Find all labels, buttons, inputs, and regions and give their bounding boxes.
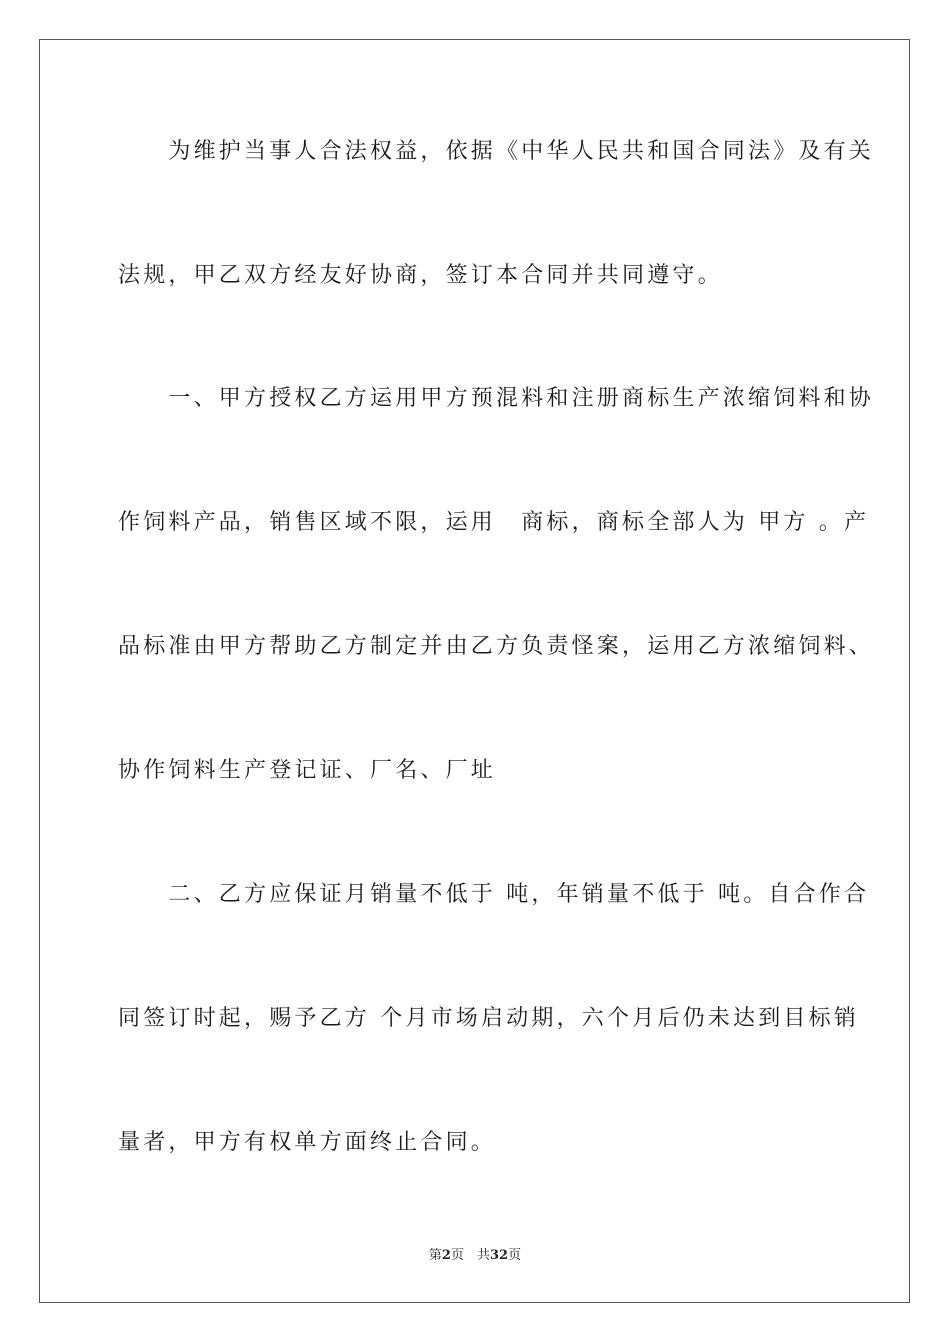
body-line: 法规，甲乙双方经友好协商，签订本合同并共同遵守。	[118, 263, 723, 288]
page-border	[39, 39, 910, 1303]
footer-page-suffix: 页	[508, 1248, 522, 1263]
body-line: 二、乙方应保证月销量不低于 吨，年销量不低于 吨。自合作合	[118, 882, 870, 907]
body-line: 为维护当事人合法权益，依据《中华人民共和国合同法》及有关	[118, 139, 875, 164]
footer-page-mid: 页 共	[450, 1248, 490, 1263]
body-line: 同签订时起，赐予乙方 个月市场启动期，六个月后仍未达到目标销	[118, 1006, 859, 1031]
footer-total-pages: 32	[489, 1248, 509, 1263]
footer-page-number: 2	[441, 1248, 451, 1263]
body-line: 协作饲料生产登记证、厂名、厂址	[118, 758, 497, 783]
body-line: 量者，甲方有权单方面终止合同。	[118, 1130, 497, 1155]
body-line: 作饲料产品，销售区域不限，运用 商标，商标全部人为 甲方 。产	[118, 510, 870, 535]
footer-page-prefix: 第	[428, 1248, 442, 1263]
page-footer	[0, 1247, 950, 1265]
body-line: 一、甲方授权乙方运用甲方预混料和注册商标生产浓缩饲料和协	[118, 386, 875, 411]
body-line: 品标准由甲方帮助乙方制定并由乙方负责怪案，运用乙方浓缩饲料、	[118, 634, 875, 659]
